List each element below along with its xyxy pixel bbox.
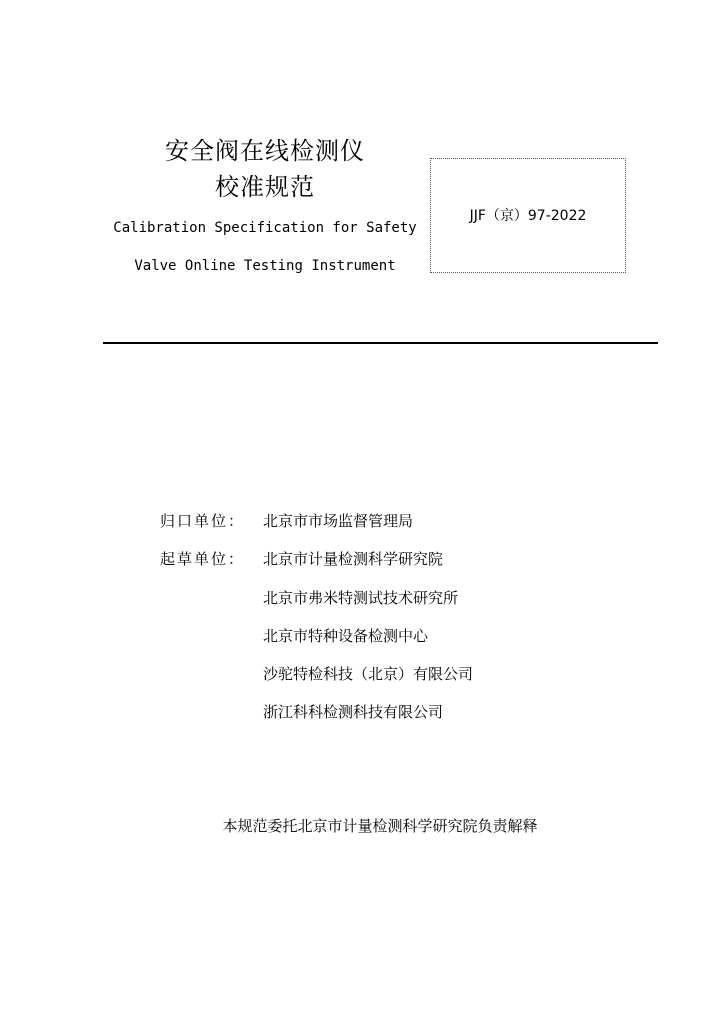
responsible-unit-name: 北京市市场监督管理局 <box>263 512 414 530</box>
drafting-unit-item: 北京市特种设备检测中心 <box>263 627 429 645</box>
title-chinese-line1: 安全阀在线检测仪 <box>165 137 365 165</box>
drafting-unit-item: 北京市弗米特测试技术研究所 <box>263 589 459 607</box>
title-chinese-line2: 校准规范 <box>215 173 315 201</box>
drafting-unit-label: 起草单位： <box>160 550 246 568</box>
drafting-unit-item: 浙江科科检测科技有限公司 <box>263 703 444 721</box>
specification-code: JJF（京）97-2022 <box>469 208 587 224</box>
interpretation-note: 本规范委托北京市计量检测科学研究院负责解释 <box>222 817 538 835</box>
drafting-unit-item: 沙驼特检科技（北京）有限公司 <box>263 665 474 683</box>
title-english-line1: Calibration Specification for Safety <box>113 220 417 236</box>
title-english-line2: Valve Online Testing Instrument <box>134 258 396 274</box>
horizontal-divider <box>103 342 658 344</box>
specification-code-box <box>430 158 626 273</box>
responsible-unit-label: 归口单位： <box>160 512 246 530</box>
drafting-unit-item: 北京市计量检测科学研究院 <box>263 550 444 568</box>
